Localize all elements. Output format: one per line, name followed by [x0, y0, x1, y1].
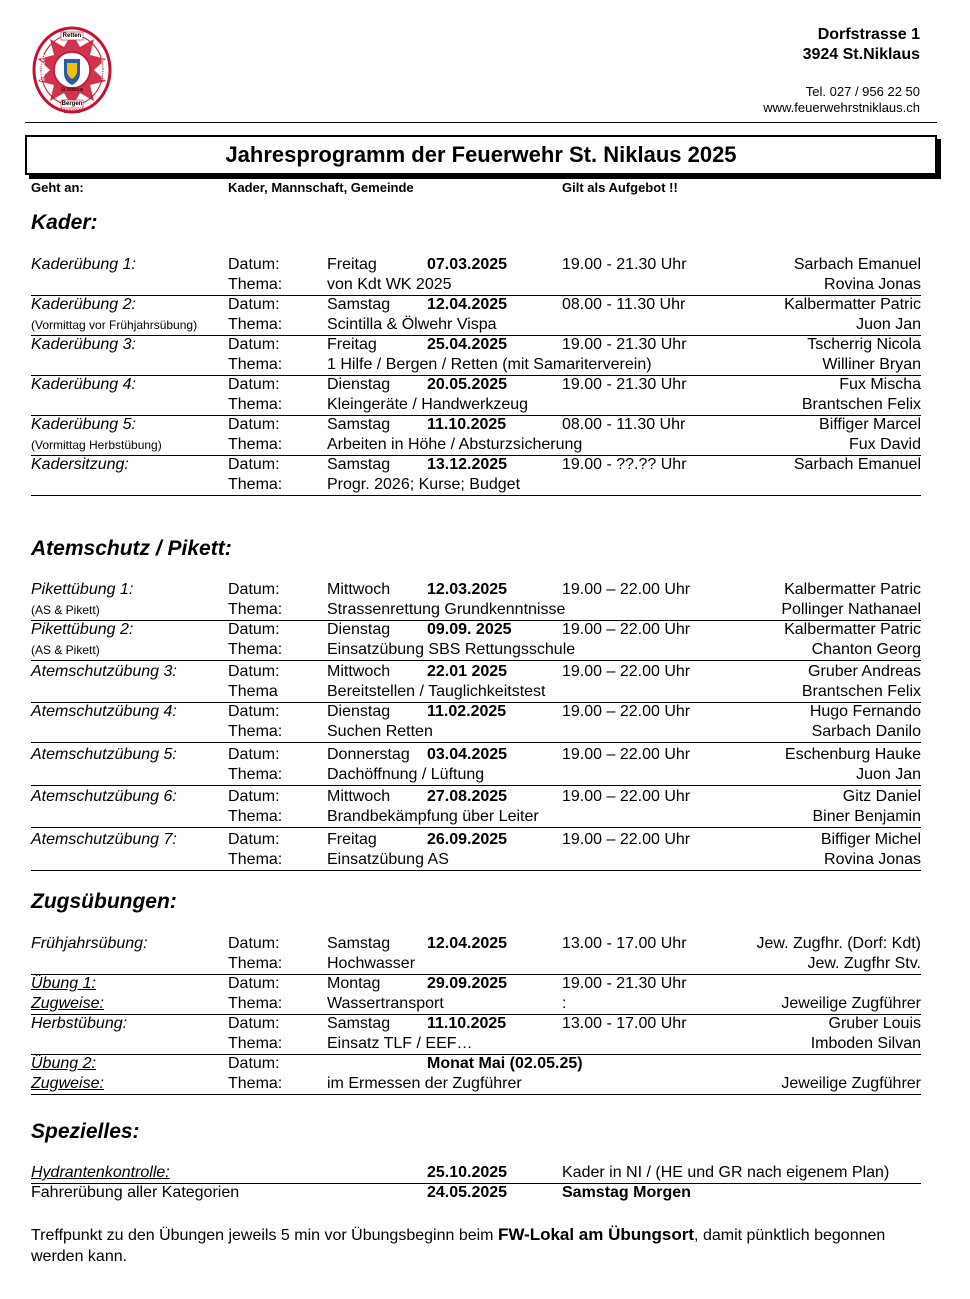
weekday: Dienstag: [327, 703, 391, 720]
schedule-row: [31, 1074, 921, 1094]
theme: Suchen Retten: [327, 723, 433, 740]
responsible-primary: Gitz Daniel: [842, 788, 921, 805]
schedule-row: [31, 455, 921, 475]
recipients-label: Geht an:: [31, 180, 84, 195]
schedule-row: [31, 335, 921, 355]
section-heading-zug: Zugsübungen:: [31, 890, 177, 913]
date-key: Datum:: [228, 581, 280, 598]
theme: von Kdt WK 2025: [327, 276, 452, 293]
entry-label: Atemschutzübung 7:: [31, 831, 177, 848]
weekday: Samstag: [327, 1015, 391, 1032]
time: 19.00 - ??.?? Uhr: [562, 456, 687, 473]
date-key: Datum:: [228, 703, 280, 720]
date: 20.05.2025: [427, 376, 508, 393]
logo-bottom-text: Bergen: [61, 101, 83, 107]
recipients: Kader, Mannschaft, Gemeinde: [228, 180, 414, 195]
entry-label: Kadersitzung:: [31, 456, 129, 473]
time: 19.00 - 21.30 Uhr: [562, 975, 687, 992]
schedule-row: [31, 682, 921, 702]
time: 19.00 – 22.00 Uhr: [562, 581, 691, 598]
date-key: Datum:: [228, 746, 280, 763]
weekday: Dienstag: [327, 621, 391, 638]
entry-label: Atemschutzübung 5:: [31, 746, 177, 763]
time: 19.00 – 22.00 Uhr: [562, 831, 691, 848]
schedule-row: [31, 355, 921, 375]
theme: Brandbekämpfung über Leiter: [327, 808, 539, 825]
date: 27.08.2025: [427, 788, 508, 805]
entry-sublabel: (Vormittag vor Frühjahrsübung): [31, 318, 198, 332]
schedule-row: [31, 807, 921, 827]
entry-label: Herbstübung:: [31, 1015, 128, 1032]
theme: Bereitstellen / Tauglichkeitstest: [327, 683, 546, 700]
entry-label: Kaderübung 3:: [31, 336, 136, 353]
responsible-secondary: Rovina Jonas: [824, 851, 921, 868]
responsible-secondary: Pollinger Nathanael: [781, 601, 921, 618]
theme-key: Thema:: [228, 955, 283, 972]
weekday: Samstag: [327, 416, 391, 433]
header-divider: [25, 122, 937, 123]
date: 26.09.2025: [427, 831, 508, 848]
entry-label: Atemschutzübung 3:: [31, 663, 177, 680]
entry-sublabel: Zugweise:: [31, 1075, 104, 1092]
entry-sublabel: (Vormittag Herbstübung): [31, 438, 162, 452]
responsible-primary: Kalbermatter Patric: [784, 296, 921, 313]
entry-label: Pikettübung 2:: [31, 621, 134, 638]
date: 12.04.2025: [427, 935, 508, 952]
date: 22.01 2025: [427, 663, 508, 680]
entry-label: Atemschutzübung 4:: [31, 703, 177, 720]
time: 19.00 – 22.00 Uhr: [562, 788, 691, 805]
row-divider: [31, 1183, 921, 1184]
date-key: Datum:: [228, 296, 280, 313]
row-divider: [31, 1094, 921, 1095]
schedule-row: [31, 255, 921, 275]
responsible-primary: Gruber Louis: [828, 1015, 921, 1032]
theme: Kleingeräte / Handwerkzeug: [327, 396, 529, 413]
schedule-row: [31, 1034, 921, 1054]
time: 08.00 - 11.30 Uhr: [562, 416, 686, 433]
schedule-row: [31, 722, 921, 742]
date: Monat Mai (02.05.25): [427, 1055, 583, 1072]
date-key: Datum:: [228, 663, 280, 680]
theme-key: Thema:: [228, 641, 283, 658]
schedule-row: [31, 702, 921, 722]
entry-label: Frühjahrsübung:: [31, 935, 148, 952]
logo-top-text: Retten: [62, 33, 82, 39]
time: 19.00 - 21.30 Uhr: [562, 256, 687, 273]
weekday: Samstag: [327, 935, 391, 952]
responsible-primary: Sarbach Emanuel: [793, 256, 921, 273]
schedule-row: [31, 830, 921, 850]
logo-left-text: Schützen: [40, 54, 47, 82]
weekday: Freitag: [327, 256, 377, 273]
theme: Wassertransport: [327, 995, 444, 1012]
entry-sublabel: (AS & Pikett): [31, 603, 100, 617]
date-key: Datum:: [228, 1015, 280, 1032]
theme-key: Thema:: [228, 436, 283, 453]
date: 11.10.2025: [427, 416, 507, 433]
row-divider: [31, 827, 921, 828]
weekday: Mittwoch: [327, 788, 391, 805]
date: 11.02.2025: [427, 703, 507, 720]
entry-sublabel: Zugweise:: [31, 995, 104, 1012]
theme: Arbeiten in Höhe / Absturzsicherung: [327, 436, 583, 453]
time: 19.00 – 22.00 Uhr: [562, 621, 691, 638]
date: 25.04.2025: [427, 336, 508, 353]
footer-note: [31, 1224, 911, 1267]
date-key: Datum:: [228, 621, 280, 638]
weekday: Freitag: [327, 831, 377, 848]
theme: Strassenrettung Grundkenntnisse: [327, 601, 566, 618]
entry-label: Übung 2:: [31, 1055, 96, 1072]
notice: Gilt als Aufgebot !!: [562, 180, 678, 195]
date: 12.04.2025: [427, 296, 508, 313]
responsible-secondary: Fux David: [848, 436, 921, 453]
theme-key: Thema:: [228, 316, 283, 333]
theme-key: Thema:: [228, 356, 283, 373]
entry-label: Fahrerübung aller Kategorien: [31, 1184, 240, 1201]
responsible-secondary: Williner Bryan: [822, 356, 921, 373]
theme-key: Thema:: [228, 276, 283, 293]
theme: Hochwasser: [327, 955, 416, 972]
date: 24.05.2025: [427, 1184, 508, 1201]
theme-key: Thema:: [228, 476, 283, 493]
date-key: Datum:: [228, 256, 280, 273]
date-key: Datum:: [228, 336, 280, 353]
entry-label: Kaderübung 1:: [31, 256, 136, 273]
row-divider: [31, 785, 921, 786]
responsible-secondary: Jeweilige Zugführer: [781, 995, 921, 1012]
theme-key: Thema:: [228, 766, 283, 783]
theme: Progr. 2026; Kurse; Budget: [327, 476, 521, 493]
schedule-row: [31, 994, 921, 1014]
schedule-row: [31, 315, 921, 335]
page-title: Jahresprogramm der Feuerwehr St. Niklaus 2025: [25, 135, 937, 175]
entry-label: Atemschutzübung 6:: [31, 788, 177, 805]
section-heading-spezielles: Spezielles:: [31, 1120, 140, 1143]
date-key: Datum:: [228, 935, 280, 952]
responsible-secondary: Jeweilige Zugführer: [781, 1075, 921, 1092]
responsible-secondary: Brantschen Felix: [801, 396, 921, 413]
theme-key: Thema:: [228, 808, 283, 825]
address-city: 3924 St.Niklaus: [802, 46, 920, 63]
time: 13.00 - 17.00 Uhr: [562, 1015, 687, 1032]
entry-label: Kaderübung 4:: [31, 376, 136, 393]
theme-key: Thema: [228, 683, 278, 700]
date: 25.10.2025: [427, 1164, 508, 1181]
responsible-secondary: Biner Benjamin: [812, 808, 921, 825]
time: 19.00 – 22.00 Uhr: [562, 663, 691, 680]
responsible-secondary: Juon Jan: [856, 316, 921, 333]
weekday: Donnerstag: [327, 746, 410, 763]
note: Kader in NI / (HE und GR nach eigenem Plan): [562, 1164, 890, 1181]
responsible-primary: Kalbermatter Patric: [784, 621, 921, 638]
responsible-primary: Kalbermatter Patric: [784, 581, 921, 598]
weekday: Mittwoch: [327, 581, 391, 598]
row-divider: [31, 660, 921, 661]
theme: Einsatz TLF / EEF…: [327, 1035, 473, 1052]
entry-label: Pikettübung 1:: [31, 581, 134, 598]
theme: Scintilla & Ölwehr Vispa: [327, 316, 497, 333]
weekday: Samstag: [327, 456, 391, 473]
schedule-row: [31, 640, 921, 660]
schedule-row: [31, 1163, 921, 1183]
section-heading-atemschutz: Atemschutz / Pikett:: [31, 537, 232, 560]
phone-number: Tel. 027 / 956 22 50: [805, 84, 920, 99]
date-key: Datum:: [228, 456, 280, 473]
schedule-row: [31, 954, 921, 974]
responsible-primary: Gruber Andreas: [808, 663, 921, 680]
address-street: Dorfstrasse 1: [817, 26, 920, 43]
fire-brigade-logo: [32, 25, 112, 115]
date-key: Datum:: [228, 416, 280, 433]
time: 19.00 – 22.00 Uhr: [562, 746, 691, 763]
responsible-primary: Biffiger Michel: [820, 831, 921, 848]
schedule-row: [31, 580, 921, 600]
date: 07.03.2025: [427, 256, 508, 273]
time: 13.00 - 17.00 Uhr: [562, 935, 687, 952]
entry-label: Kaderübung 5:: [31, 416, 136, 433]
note: Samstag Morgen: [562, 1184, 691, 1201]
weekday: Samstag: [327, 296, 391, 313]
theme-key: Thema:: [228, 396, 283, 413]
schedule-row: [31, 295, 921, 315]
schedule-row: [31, 600, 921, 620]
theme: Einsatzübung AS: [327, 851, 449, 868]
date-key: Datum:: [228, 1055, 280, 1072]
section-heading-kader: Kader:: [31, 211, 98, 234]
logo-center-text: St.Niklaus: [60, 87, 84, 93]
responsible-secondary: Rovina Jonas: [824, 276, 921, 293]
responsible-secondary: Sarbach Danilo: [811, 723, 921, 740]
time: 19.00 - 21.30 Uhr: [562, 376, 687, 393]
weekday: Mittwoch: [327, 663, 391, 680]
date-key: Datum:: [228, 376, 280, 393]
schedule-row: [31, 415, 921, 435]
schedule-row: [31, 620, 921, 640]
schedule-row: [31, 787, 921, 807]
responsible-primary: Fux Mischa: [839, 376, 921, 393]
schedule-row: [31, 435, 921, 455]
footer-text-after: , damit pünktlich begonnen werden kann.: [31, 1227, 886, 1265]
theme-key: Thema:: [228, 851, 283, 868]
date: 03.04.2025: [427, 746, 508, 763]
time: 19.00 – 22.00 Uhr: [562, 703, 691, 720]
schedule-row: [31, 745, 921, 765]
schedule-row: [31, 850, 921, 870]
responsible-primary: Sarbach Emanuel: [793, 456, 921, 473]
row-divider: [31, 742, 921, 743]
time-note: :: [562, 995, 567, 1012]
date-key: Datum:: [228, 975, 280, 992]
responsible-secondary: Jew. Zugfhr Stv.: [807, 955, 921, 972]
schedule-row: [31, 662, 921, 682]
responsible-secondary: Chanton Georg: [811, 641, 921, 658]
schedule-row: [31, 1183, 921, 1203]
responsible-primary: Biffiger Marcel: [819, 416, 921, 433]
responsible-primary: Tscherrig Nicola: [807, 336, 921, 353]
row-divider: [31, 870, 921, 871]
responsible-secondary: Juon Jan: [856, 766, 921, 783]
website-link[interactable]: www.feuerwehrstniklaus.ch: [763, 100, 920, 115]
date: 13.12.2025: [427, 456, 508, 473]
responsible-primary: Hugo Fernando: [809, 703, 921, 720]
schedule-row: [31, 934, 921, 954]
time: 08.00 - 11.30 Uhr: [562, 296, 686, 313]
responsible-secondary: Imboden Silvan: [810, 1035, 921, 1052]
schedule-row: [31, 974, 921, 994]
theme-key: Thema:: [228, 1035, 283, 1052]
date: 09.09. 2025: [427, 621, 512, 638]
logo-right-text: Löschen: [99, 55, 106, 81]
weekday: Dienstag: [327, 376, 391, 393]
schedule-row: [31, 375, 921, 395]
weekday: Montag: [327, 975, 381, 992]
footer-location: FW-Lokal am Übungsort: [497, 1225, 695, 1244]
entry-label: Kaderübung 2:: [31, 296, 136, 313]
entry-label: Übung 1:: [31, 975, 96, 992]
weekday: Freitag: [327, 336, 377, 353]
footer-text-before: Treffpunkt zu den Übungen jeweils 5 min vor Übungsbeginn beim: [31, 1227, 498, 1244]
responsible-primary: Jew. Zugfhr. (Dorf: Kdt): [756, 935, 921, 952]
theme-key: Thema:: [228, 995, 283, 1012]
theme-key: Thema:: [228, 723, 283, 740]
responsible-primary: Eschenburg Hauke: [784, 746, 921, 763]
row-divider: [31, 495, 921, 496]
entry-sublabel: (AS & Pikett): [31, 643, 100, 657]
schedule-row: [31, 1014, 921, 1034]
schedule-row: [31, 275, 921, 295]
entry-label: Hydrantenkontrolle:: [31, 1164, 170, 1181]
date-key: Datum:: [228, 788, 280, 805]
schedule-row: [31, 395, 921, 415]
theme: 1 Hilfe / Bergen / Retten (mit Samariterverein): [327, 356, 652, 373]
schedule-row: [31, 765, 921, 785]
theme-key: Thema:: [228, 1075, 283, 1092]
date-key: Datum:: [228, 831, 280, 848]
schedule-row: [31, 475, 921, 495]
theme-key: Thema:: [228, 601, 283, 618]
time: 19.00 - 21.30 Uhr: [562, 336, 687, 353]
date: 12.03.2025: [427, 581, 508, 598]
date: 11.10.2025: [427, 1015, 507, 1032]
theme: im Ermessen der Zugführer: [327, 1075, 522, 1092]
schedule-row: [31, 1054, 921, 1074]
theme: Einsatzübung SBS Rettungsschule: [327, 641, 576, 658]
logo-number: 118/112: [63, 109, 81, 115]
theme: Dachöffnung / Lüftung: [327, 766, 485, 783]
date: 29.09.2025: [427, 975, 508, 992]
responsible-secondary: Brantschen Felix: [801, 683, 921, 700]
